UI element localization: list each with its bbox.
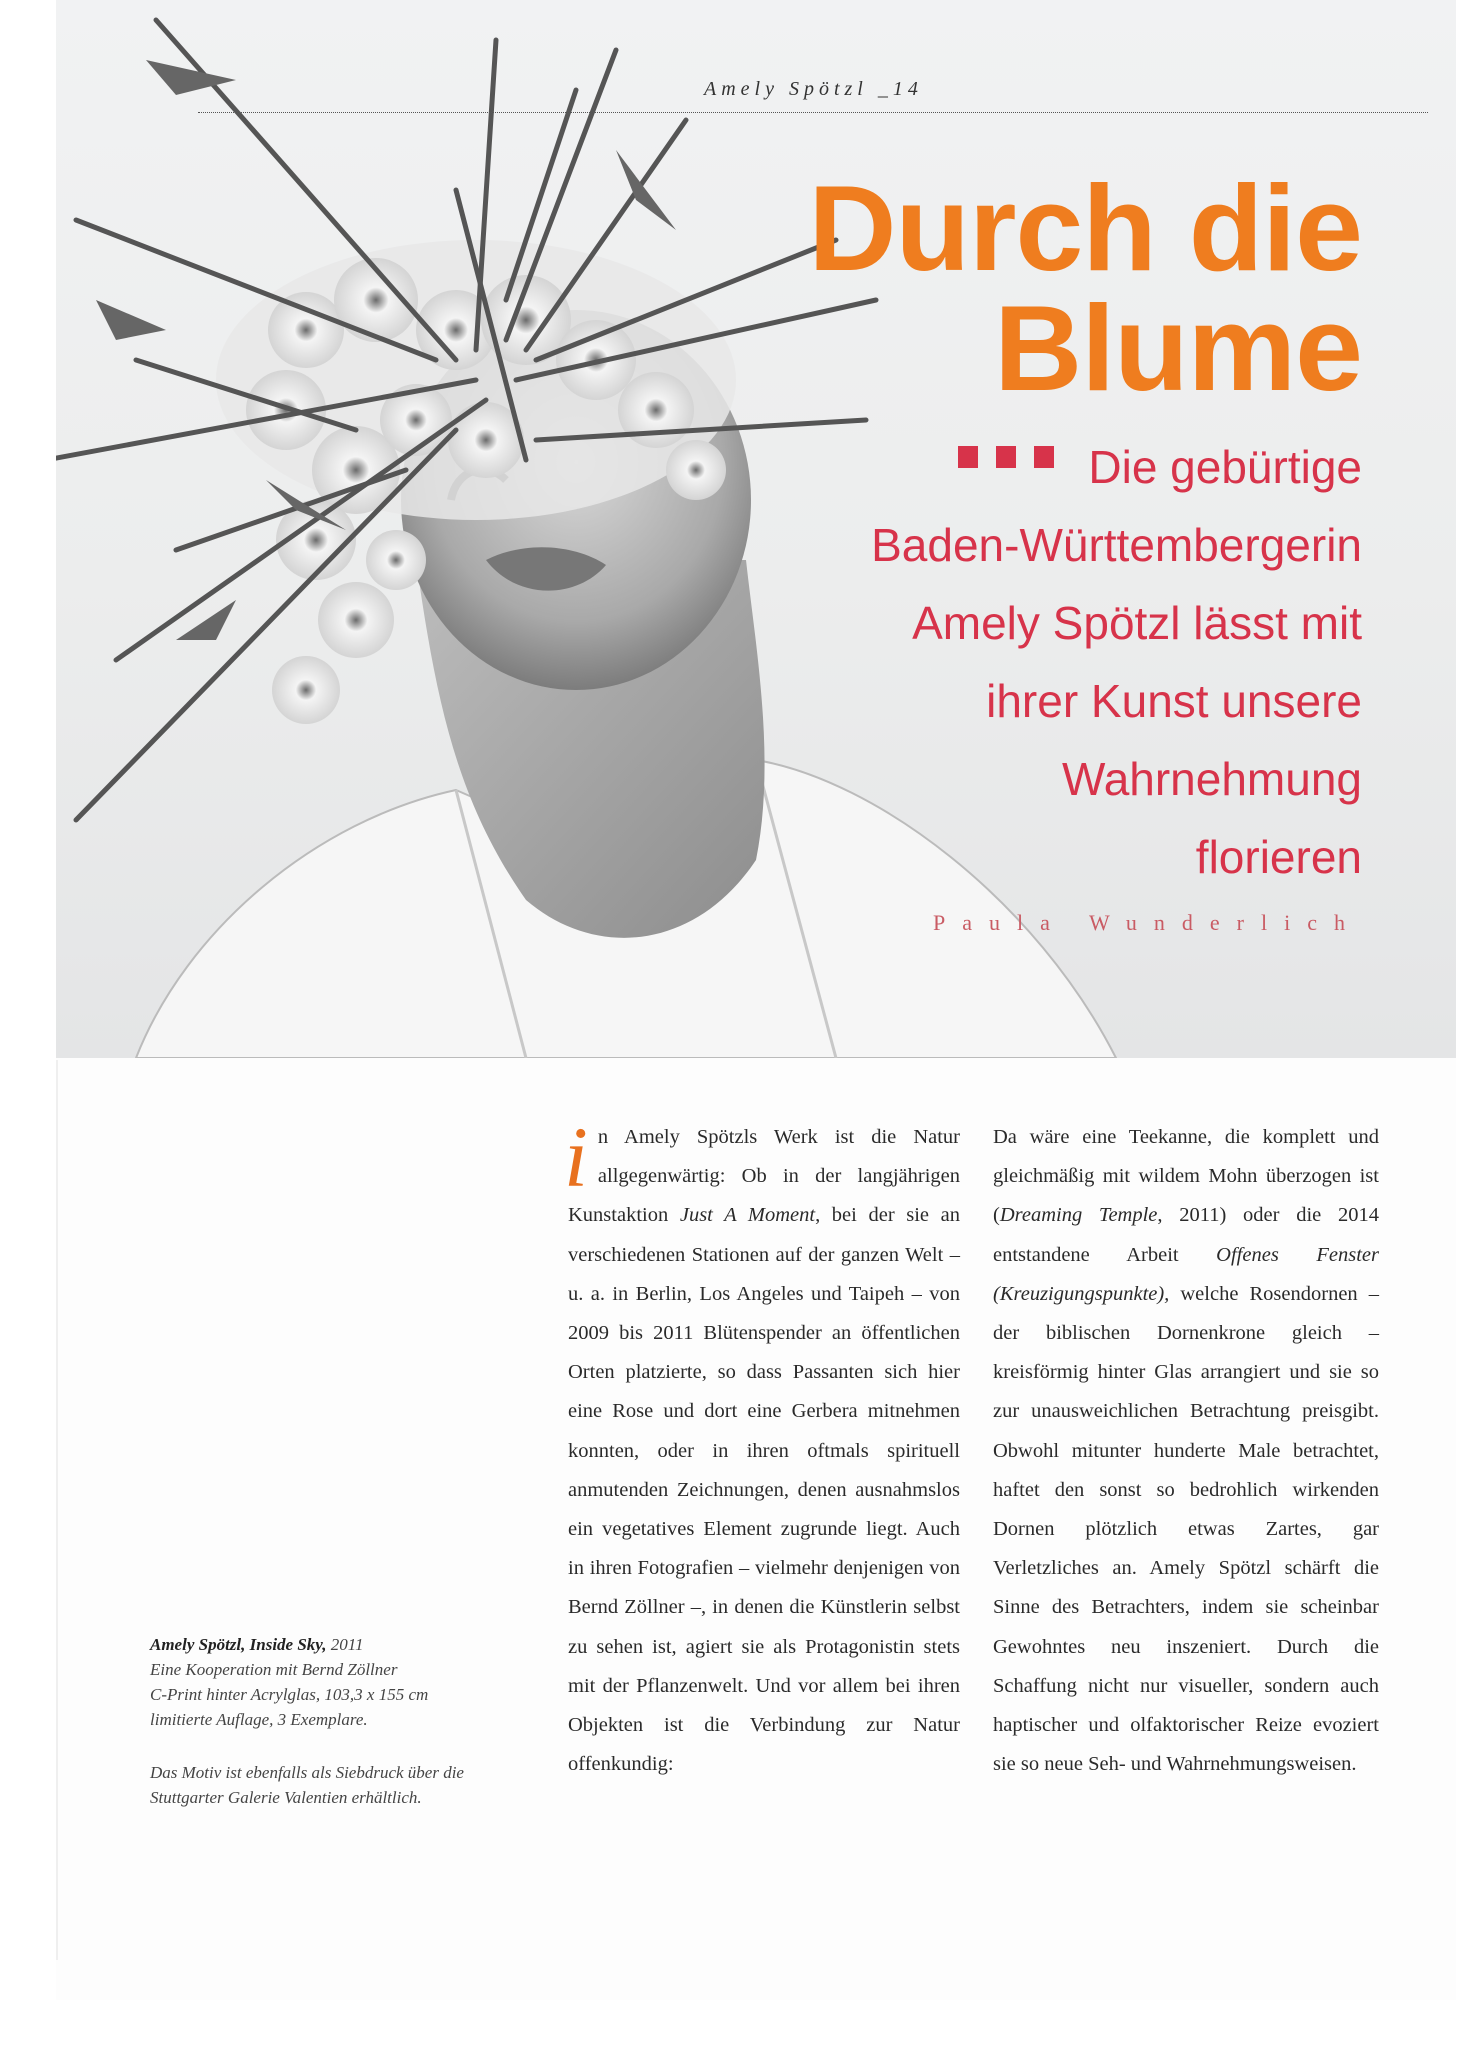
body-column-1 [564, 1109, 961, 1784]
page-fold [56, 1060, 58, 1960]
caption-line-3: C-Print hinter Acrylglas, 103,3 x 155 cm [150, 1685, 429, 1704]
col2-italic-title-1: Dreaming Temple [999, 1204, 1158, 1227]
subtitle-line-5: Wahrnehmung [1061, 753, 1362, 805]
caption-line-4: limitierte Auflage, 3 Exemplare. [150, 1710, 368, 1729]
author-byline: Paula Wunderlich [933, 910, 1362, 935]
col2-text-b: , 2011) oder die 2014 entstandene Arbeit [993, 1204, 1379, 1266]
subtitle-line-6: florieren [1195, 831, 1362, 883]
article-subtitle [802, 428, 1362, 896]
header-rule [198, 112, 1428, 113]
title-line-1: Durch die [808, 160, 1362, 296]
hero-image-area [56, 0, 1456, 1058]
caption-line-2: Eine Kooperation mit Bernd Zöllner [150, 1660, 398, 1679]
subtitle-line-4: ihrer Kunst unsere [986, 675, 1362, 727]
col2-text-a: Da wäre eine Teekanne, die komplett und gleichmäßig mit wildem Mohn überzogen ist ( [993, 1126, 1379, 1227]
running-head: Amely Spötzl _14 [704, 78, 923, 100]
body-column-2 [993, 1118, 1379, 1784]
col1-text-b: , bei der sie an verschiedenen Stationen auf der ganzen Welt – u. a. in Berlin, Los Angeles und Taipeh – von 2009 bis 2011 Blütenspender an öffentlichen Orten platzierte, so dass Passanten sich hier eine Rose und dort eine Gerbera mitnehmen konnten, oder in ihren oftmals spirituell anmutenden Zeichnungen, denen ausnahmslos ein vegetatives Element zugrunde liegt. Auch in ihren Fotografien – vielmehr denjenigen von Bernd Zöllner –, in denen die Künstlerin selbst zu sehen ist, agiert sie als Protagonistin stets mit der Pflanzenwelt. Und vor allem bei ihren Objekten ist die Verbindung zur Natur offenkundig: [568, 1204, 961, 1776]
title-line-2: Blume [994, 280, 1362, 416]
caption-note: Das Motiv ist ebenfalls als Siebdruck über die Stuttgarter Galerie Valentien erhältlich. [150, 1763, 464, 1807]
subtitle-line-2: Baden-Württembergerin [871, 519, 1362, 571]
caption-year: 2011 [326, 1635, 364, 1654]
col1-italic-title: Just A Moment [679, 1204, 816, 1227]
drop-cap: i [564, 1109, 588, 1205]
article-title [808, 160, 1362, 416]
caption-title: Amely Spötzl, Inside Sky, [150, 1635, 327, 1654]
subtitle-line-3: Amely Spötzl lässt mit [912, 597, 1362, 649]
subtitle-line-1: Die gebürtige [1088, 441, 1362, 493]
col1-text-a: n Amely Spötzls Werk ist die Natur allgegenwärtig: Ob in der langjährigen Kunstaktion [568, 1126, 960, 1227]
image-caption [150, 1632, 510, 1838]
col2-text-c: welche Rosendornen – der biblischen Dornenkrone gleich – kreisförmig hinter Glas arrangiert und sie so zur unausweichlichen Betrachtung preisgibt. Obwohl mitunter hunderte Male betrachtet, haftet den sonst so bedrohlich wirkenden Dornen plötzlich etwas Zartes, gar Verletzliches an. Amely Spötzl schärft die Sinne des Betrachters, indem sie scheinbar Gewohntes neu inszeniert. Durch die Schaffung nicht nur visueller, sondern auch haptischer und olfaktorischer Reize evoziert sie so neue Seh- und Wahrnehmungsweisen. [993, 1282, 1379, 1776]
col2-italic-title-2: Offenes Fenster (Kreuzigungspunkte), [993, 1243, 1379, 1305]
